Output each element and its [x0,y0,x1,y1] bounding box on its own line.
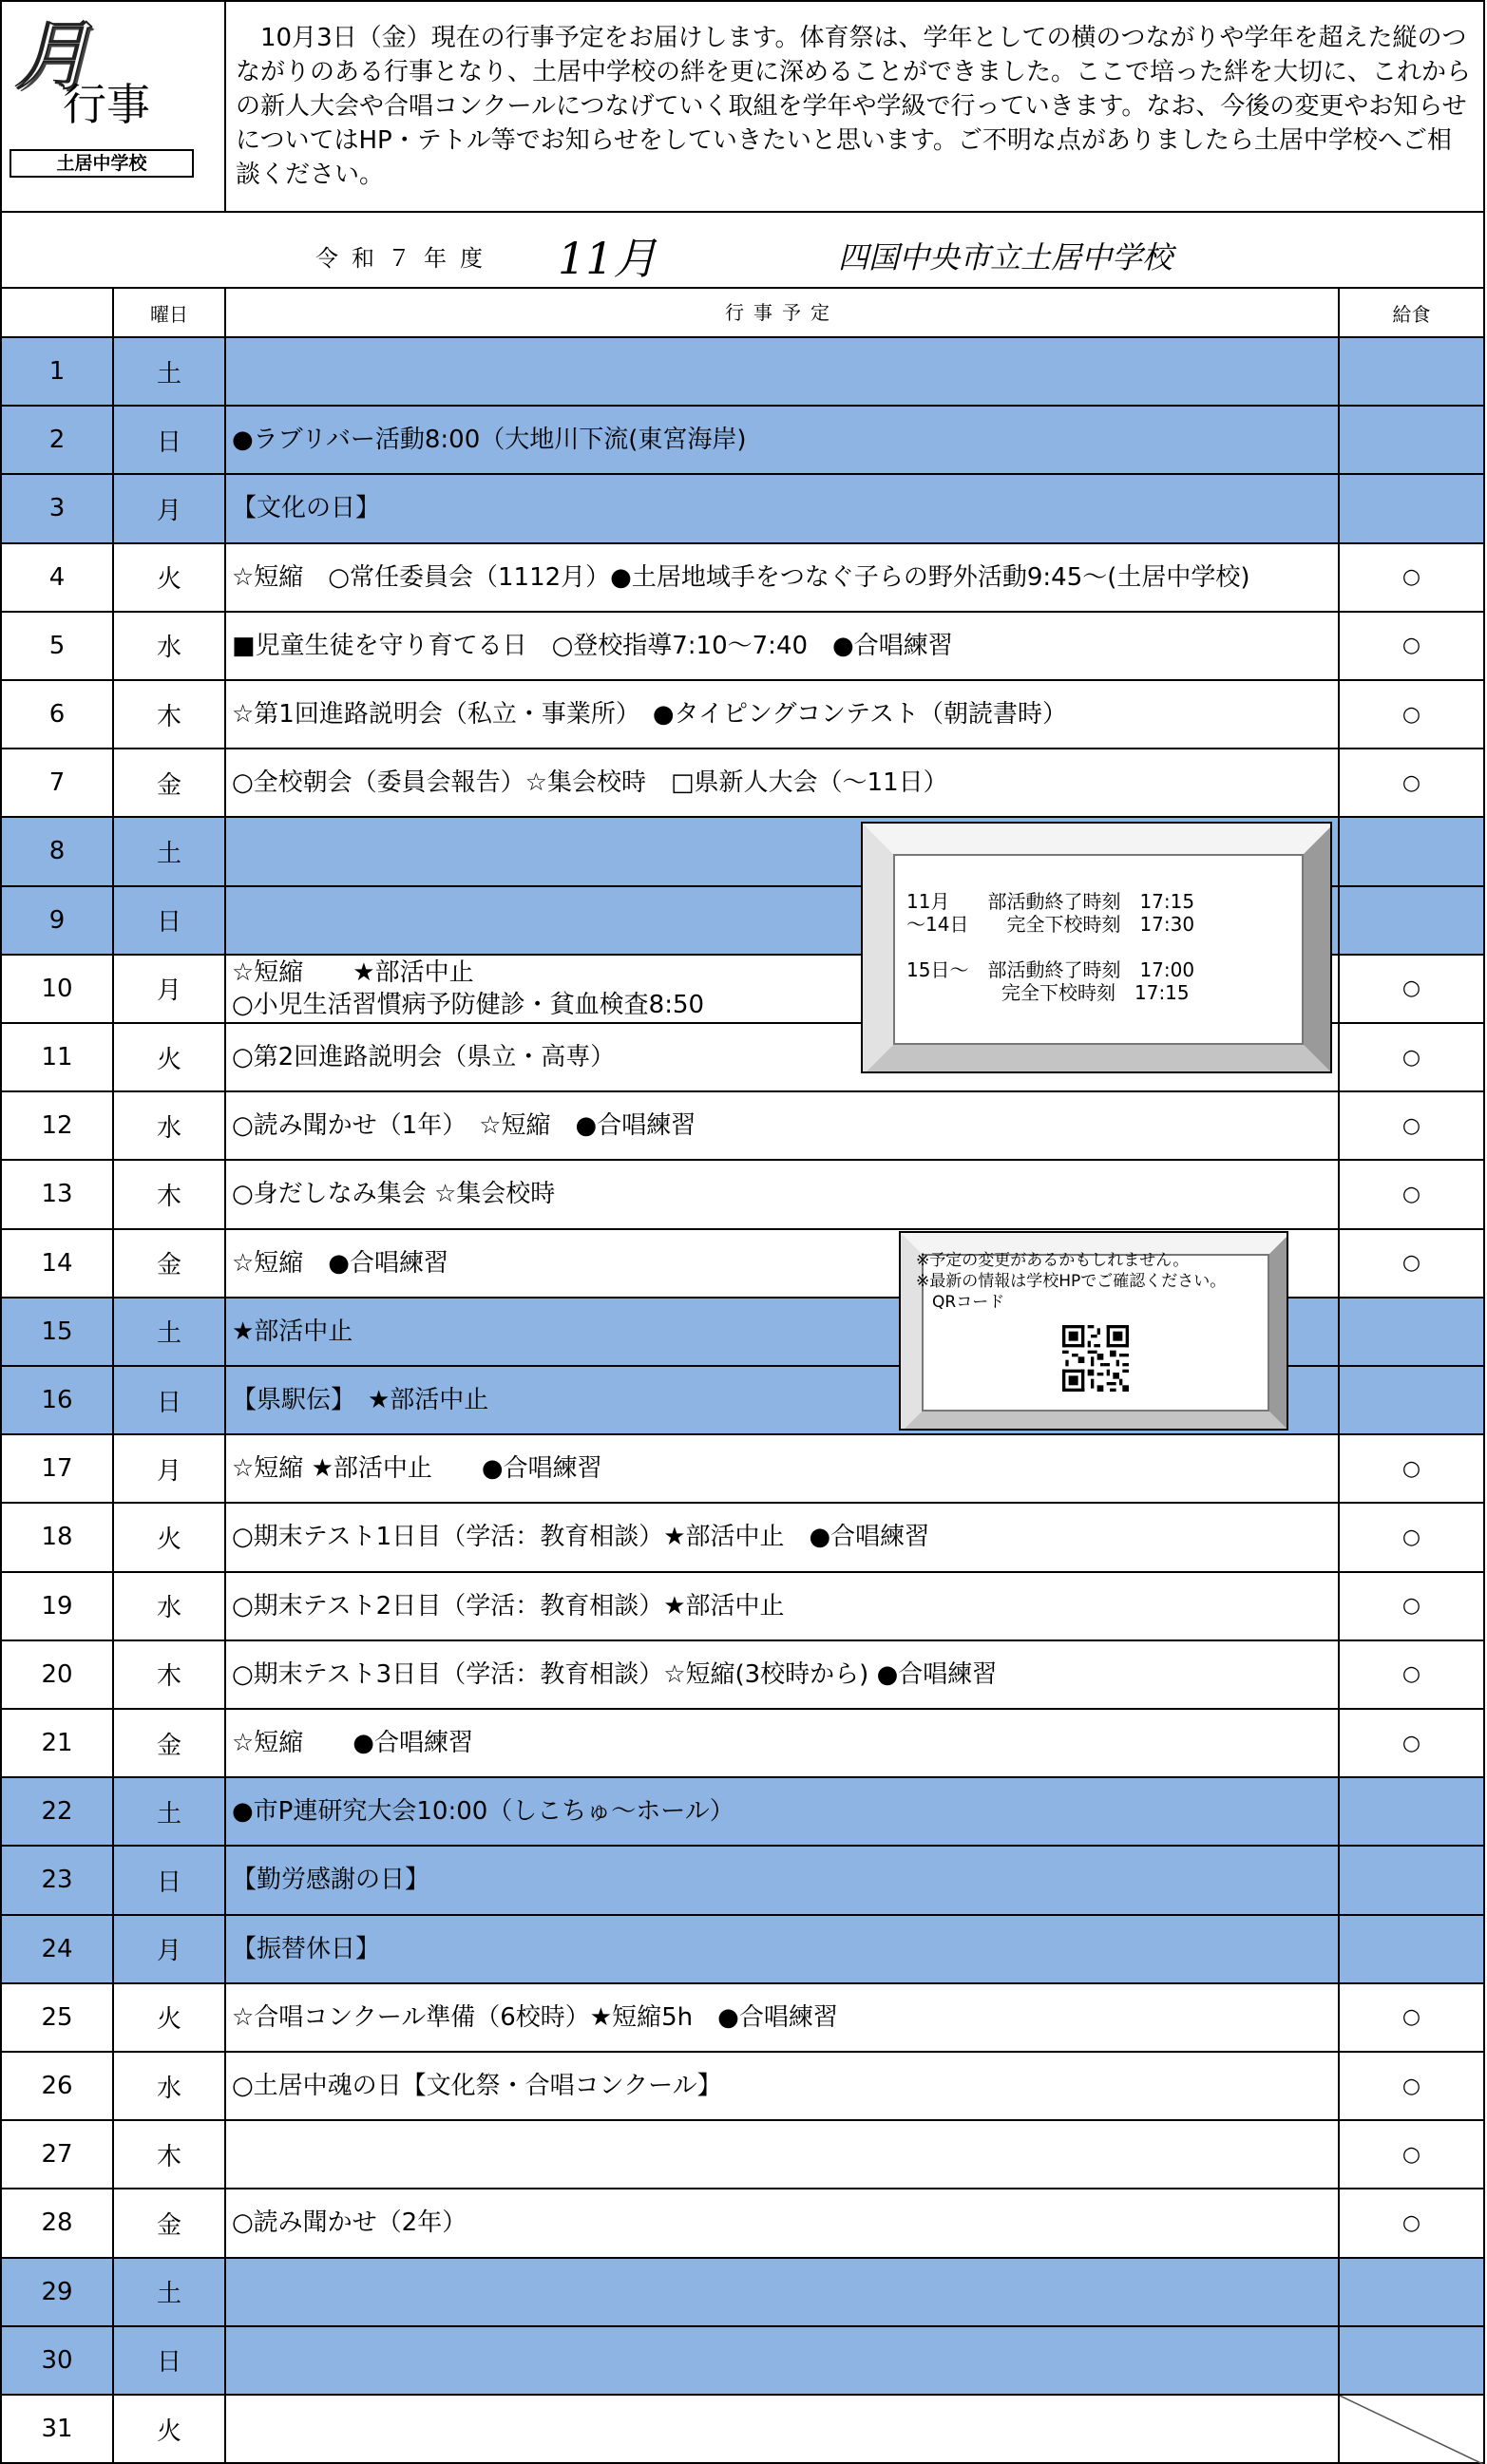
weekday-cell: 日 [114,2327,226,2394]
logo-month: 月 [15,12,91,101]
day-number: 5 [2,613,114,679]
logo-school-name: 土居中学校 [10,149,194,178]
intro-text: 10月3日（金）現在の行事予定をお届けします。体育祭は、学年としての横のつながりや学年を超えた縦のつながりのある行事となり、土居中学校の絆を更に深めることができました。ここで培った絆を大切に、これからの新人大会や合唱コンクールにつなげていく取組を学年や学級で行っていきます。なお、今後の変更やお知らせについてはHP・テトル等でお知らせをしていきたいと思います。ご不明な点がありましたら土居中学校へご相談ください。 [236,24,1472,189]
lunch-cell: ○ [1401,976,1421,1001]
school-name: 四国中央市立土居中学校 [838,239,1173,275]
event-cell: ☆短縮 ●合唱練習 [226,1710,1340,1776]
event-cell: ○土居中魂の日【文化祭・合唱コンクール】 [226,2053,1340,2119]
day-number: 9 [2,887,114,954]
lunch-cell [1340,407,1483,473]
event-cell: ☆短縮 ★部活中止 ○小児生活習慣病予防健診・貧血検査8:50 [226,956,1340,1022]
lunch-cell: ○ [1401,2074,1421,2098]
day-number: 20 [2,1641,114,1708]
events-column-header: 行事予定 [226,289,1340,336]
title-bar [0,211,1485,289]
table-row [0,2053,1485,2121]
table-row [0,1778,1485,1847]
weekday-cell: 金 [114,2189,226,2256]
weekday-cell: 土 [114,338,226,405]
schedule-change-note [899,1231,1288,1431]
weekday-cell: 月 [114,475,226,541]
table-row [0,407,1485,475]
day-number: 13 [2,1161,114,1227]
lunch-column-header: 給食 [1392,302,1431,326]
table-row [0,338,1485,407]
lunch-cell: ○ [1401,2005,1421,2030]
table-row [0,2259,1485,2327]
weekday-column-header: 曜日 [114,289,226,336]
day-number: 15 [2,1298,114,1365]
event-cell: ☆第1回進路説明会（私立・事業所） ●タイピングコンテスト（朝読書時） [226,681,1340,748]
event-cell [226,2121,1340,2188]
event-cell: ○身だしなみ集会 ☆集会校時 [226,1161,1340,1227]
lunch-cell: ○ [1401,1456,1421,1481]
day-number: 23 [2,1847,114,1913]
logo-event: 行事 [63,79,150,130]
day-number: 18 [2,1504,114,1570]
lunch-cell [1340,338,1483,405]
weekday-cell: 火 [114,1024,226,1090]
lunch-cell: ○ [1401,565,1421,590]
lunch-cell: ○ [1401,1045,1421,1070]
qr-code-icon[interactable] [1062,1322,1129,1394]
lunch-cell: ○ [1401,1525,1421,1549]
day-number: 16 [2,1367,114,1433]
weekday-cell: 土 [114,1778,226,1845]
event-cell: ○期末テスト2日目（学活：教育相談）★部活中止 [226,1573,1340,1640]
lunch-cell: ○ [1401,1182,1421,1206]
club-hours-note [861,822,1332,1073]
weekday-cell: 日 [114,1367,226,1433]
event-cell [226,2259,1340,2325]
table-row [0,1161,1485,1229]
day-number: 4 [2,544,114,611]
table-row [0,1984,1485,2053]
weekday-cell: 日 [114,1847,226,1913]
day-number: 19 [2,1573,114,1640]
lunch-cell [1340,818,1483,884]
weekday-cell: 木 [114,1641,226,1708]
day-number: 28 [2,2189,114,2256]
table-row [0,1847,1485,1915]
fiscal-year: 令和７年度 [315,245,496,272]
event-cell: ☆短縮 ○常任委員会（1112月）●土居地域手をつなぐ子らの野外活動9:45～(土居中学校) [226,544,1340,611]
table-row [0,1641,1485,1710]
weekday-cell: 金 [114,1230,226,1297]
event-cell [226,338,1340,405]
lunch-cell [1340,1847,1483,1913]
event-cell: 【勤労感謝の日】 [226,1847,1340,1913]
event-cell: 【県駅伝】 ★部活中止 [226,1367,1340,1433]
day-number: 25 [2,1984,114,2051]
table-row [0,2189,1485,2258]
event-cell: ☆短縮 ★部活中止 ●合唱練習 [226,1435,1340,1502]
table-row [0,2327,1485,2396]
month-title: 11月 [558,233,658,284]
lunch-cell [1340,887,1483,954]
lunch-cell: ○ [1401,2210,1421,2235]
table-row [0,613,1485,681]
lunch-cell [1340,475,1483,541]
day-number: 21 [2,1710,114,1776]
day-number: 30 [2,2327,114,2394]
event-cell: ●ラブリバー活動8:00（大地川下流(東宮海岸) [226,407,1340,473]
event-cell: 【文化の日】 [226,475,1340,541]
day-number: 6 [2,681,114,748]
lunch-cell: ○ [1401,1113,1421,1138]
event-cell: 【振替休日】 [226,1916,1340,1982]
event-cell: ○読み聞かせ（2年） [226,2189,1340,2256]
table-header-row [0,289,1485,338]
day-number: 22 [2,1778,114,1845]
lunch-cell: ○ [1401,2142,1421,2167]
weekday-cell: 水 [114,1573,226,1640]
logo [2,2,226,213]
event-cell: ★部活中止 [226,1298,1340,1365]
day-number: 24 [2,1916,114,1982]
weekday-cell: 金 [114,1710,226,1776]
event-cell: ○期末テスト3日目（学活：教育相談）☆短縮(3校時から) ●合唱練習 [226,1641,1340,1708]
weekday-cell: 土 [114,2259,226,2325]
table-row [0,2121,1485,2189]
lunch-cell [1340,2327,1483,2394]
lunch-cell: ○ [1401,770,1421,795]
table-row [0,1573,1485,1641]
day-number: 1 [2,338,114,405]
day-number: 26 [2,2053,114,2119]
weekday-cell: 水 [114,2053,226,2119]
day-number: 3 [2,475,114,541]
weekday-cell: 木 [114,1161,226,1227]
event-cell [226,2396,1340,2462]
event-cell: ●市P連研究大会10:00（しこちゅ～ホール） [226,1778,1340,1845]
event-cell: ☆短縮 ●合唱練習 [226,1230,1340,1297]
weekday-cell: 木 [114,681,226,748]
lunch-cell [1340,1298,1483,1365]
day-number: 27 [2,2121,114,2188]
day-number: 31 [2,2396,114,2462]
day-number: 7 [2,749,114,816]
weekday-cell: 金 [114,749,226,816]
lunch-cell: ○ [1401,702,1421,727]
weekday-cell: 火 [114,2396,226,2462]
change-notice-text: ※予定の変更があるかもしれません。 ※最新の情報は学校HPでご確認ください。 QRコード [916,1251,1227,1312]
table-row [0,1710,1485,1778]
table-row [0,681,1485,749]
table-row [0,1916,1485,1984]
table-row [0,2396,1485,2464]
club-hours-text: 11月 部活動終了時刻 17:15 ～14日 完全下校時刻 17:30 15日～ 部活動終了時刻 17:00 完全下校時刻 17:15 [906,890,1195,1004]
header [0,0,1485,211]
schedule-change-note-body [916,1251,1269,1412]
event-cell: ○第2回進路説明会（県立・高専） [226,1024,1340,1090]
day-column-header [2,289,114,336]
weekday-cell: 土 [114,818,226,884]
table-row [0,1504,1485,1572]
day-number: 8 [2,818,114,884]
no-lunch-slash [1340,2396,1483,2464]
day-number: 14 [2,1230,114,1297]
event-cell: ○読み聞かせ（1年） ☆短縮 ●合唱練習 [226,1092,1340,1159]
weekday-cell: 火 [114,1984,226,2051]
lunch-cell: ○ [1401,1662,1421,1687]
weekday-cell: 火 [114,1504,226,1570]
lunch-cell [1340,1367,1483,1433]
weekday-cell: 日 [114,407,226,473]
lunch-cell [1340,2259,1483,2325]
weekday-cell: 月 [114,1916,226,1982]
table-row [0,544,1485,613]
weekday-cell: 月 [114,1435,226,1502]
event-cell: ○期末テスト1日目（学活：教育相談）★部活中止 ●合唱練習 [226,1504,1340,1570]
event-cell [226,2327,1340,2394]
weekday-cell: 水 [114,1092,226,1159]
weekday-cell: 水 [114,613,226,679]
weekday-cell: 木 [114,2121,226,2188]
day-number: 12 [2,1092,114,1159]
day-number: 17 [2,1435,114,1502]
event-cell: ○全校朝会（委員会報告）☆集会校時 □県新人大会（～11日） [226,749,1340,816]
table-row [0,475,1485,543]
day-number: 10 [2,956,114,1022]
table-row [0,1092,1485,1161]
lunch-cell [1340,1778,1483,1845]
day-number: 2 [2,407,114,473]
lunch-cell: ○ [1401,634,1421,658]
day-number: 11 [2,1024,114,1090]
table-row [0,749,1485,818]
day-number: 29 [2,2259,114,2325]
event-cell: ■児童生徒を守り育てる日 ○登校指導7:10～7:40 ●合唱練習 [226,613,1340,679]
table-row [0,1435,1485,1504]
event-cell: ☆合唱コンクール準備（6校時）★短縮5h ●合唱練習 [226,1984,1340,2051]
lunch-cell: ○ [1401,1594,1421,1619]
lunch-cell: ○ [1401,1251,1421,1276]
lunch-cell [1340,1916,1483,1982]
lunch-cell: ○ [1401,1731,1421,1755]
club-hours-note-body [893,854,1304,1045]
weekday-cell: 日 [114,887,226,954]
weekday-cell: 土 [114,1298,226,1365]
weekday-cell: 月 [114,956,226,1022]
weekday-cell: 火 [114,544,226,611]
